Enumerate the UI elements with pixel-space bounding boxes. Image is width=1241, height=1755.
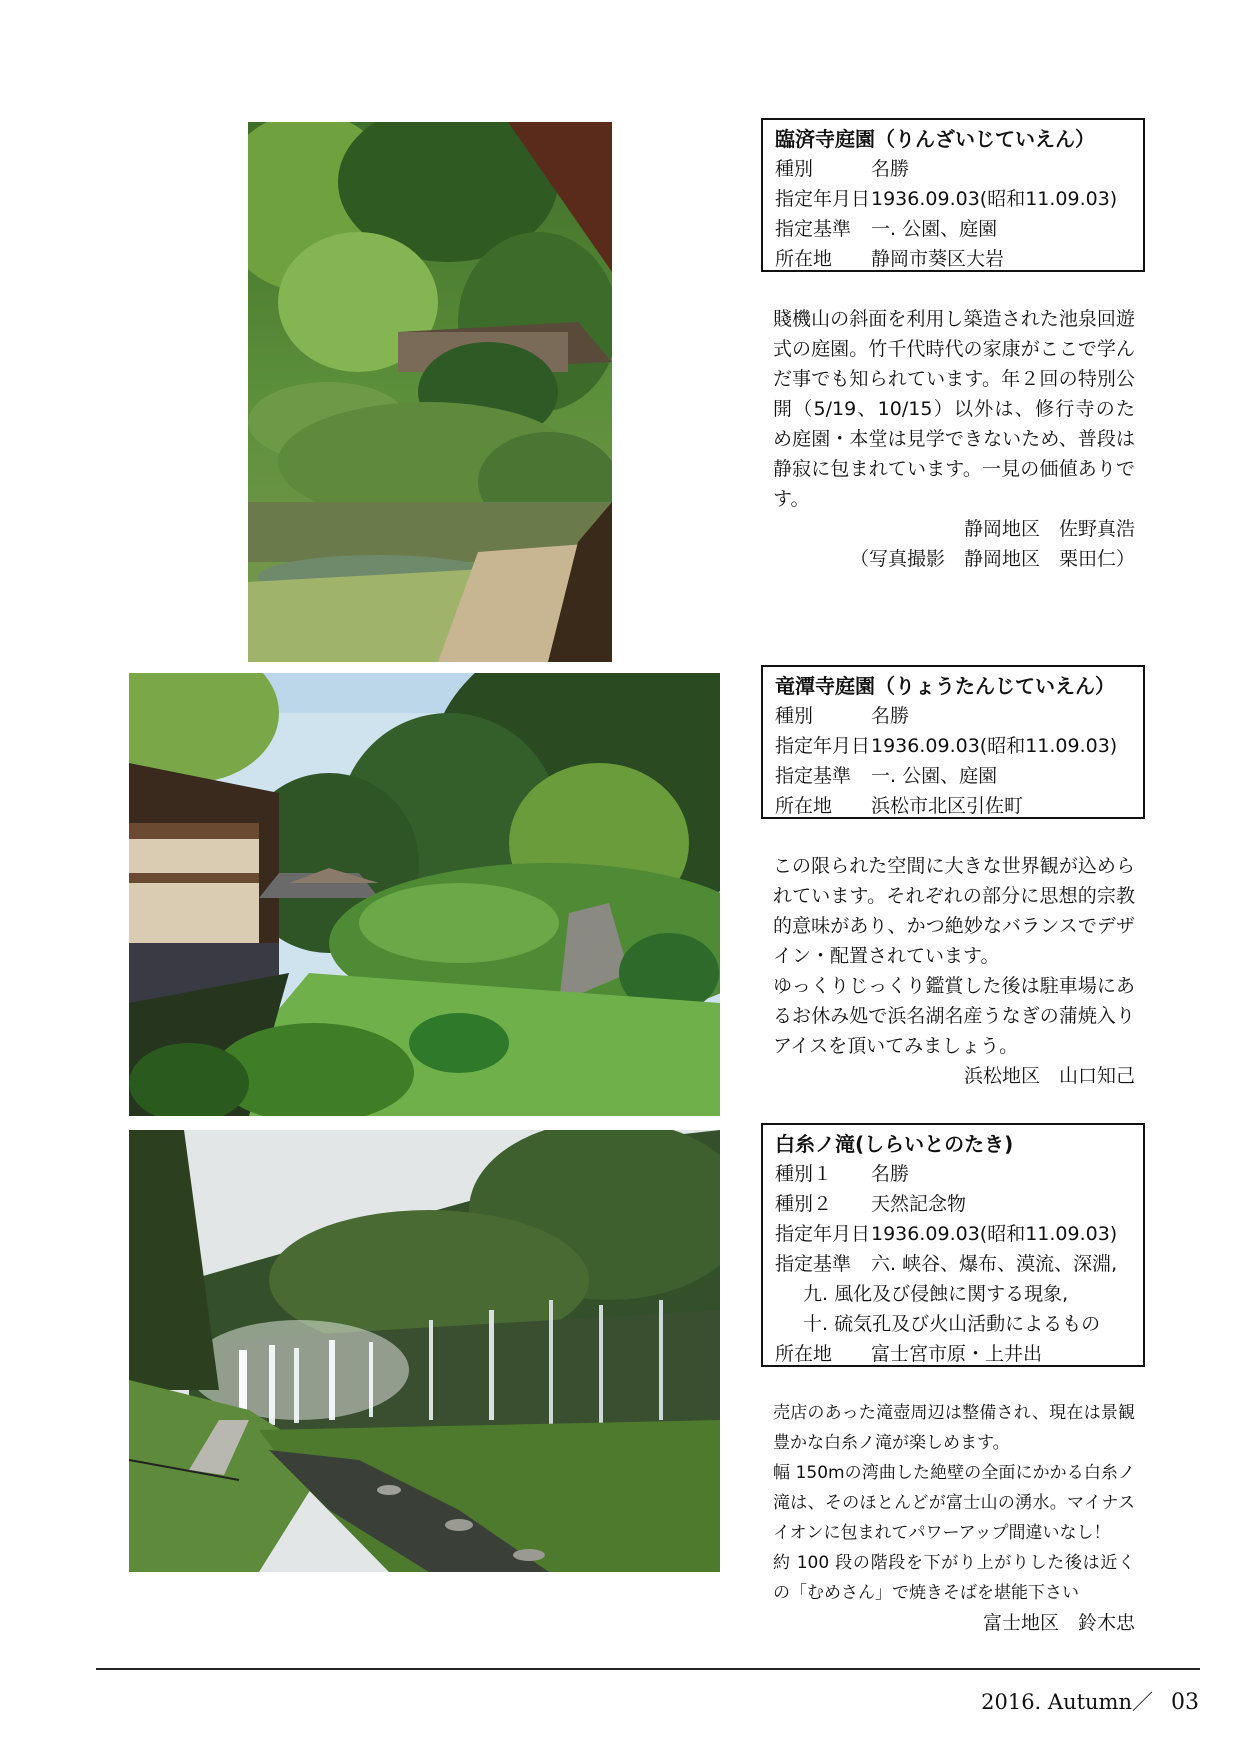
info-label: 所在地 (775, 1343, 833, 1365)
info-label: 種別 (775, 158, 814, 180)
ryotanji-title: 竜潭寺庭園（りょうたんじていえん） (775, 674, 1115, 698)
info-label: 所在地 (775, 248, 833, 270)
ryotanji-info-box (761, 665, 1145, 819)
ryotanji-description (773, 851, 1135, 1091)
paragraph: 売店のあった滝壺周辺は整備され、現在は景観豊かな白糸ノ滝が楽しめます。 (773, 1403, 1135, 1453)
info-value: 天然記念物 (871, 1193, 967, 1215)
page-footer (981, 1686, 1199, 1716)
info-row (775, 701, 1133, 731)
info-value: 名勝 (871, 705, 910, 727)
info-value: 名勝 (871, 1163, 910, 1185)
paragraph: 幅 150mの湾曲した絶壁の全面にかかる白糸ノ滝は、そのほとんどが富士山の湧水。マイナスイオンに包まれてパワーアップ間違いなし！ (773, 1463, 1135, 1543)
info-value: 名勝 (871, 158, 910, 180)
info-row (775, 731, 1133, 761)
info-value: 1936.09.03(昭和11.09.03) (871, 735, 1118, 757)
rinzaiji-description (773, 304, 1135, 574)
info-value: 一. 公園、庭園 (871, 765, 998, 787)
info-row (775, 184, 1133, 214)
rinzaiji-garden-photo (248, 122, 612, 662)
page-number: 03 (1171, 1690, 1199, 1715)
shiraito-description (773, 1398, 1135, 1638)
paragraph: 賤機山の斜面を利用し築造された池泉回遊式の庭園。竹千代時代の家康がここで学んだ事でも知られています。年２回の特別公開（5/19、10/15）以外は、修行寺のため庭園・本堂は見学できないため、普段は静寂に包まれています。一見の価値ありです。 (773, 308, 1135, 510)
info-label: 指定年月日 (775, 1223, 871, 1245)
info-row (775, 214, 1133, 244)
info-value: 一. 公園、庭園 (871, 218, 998, 240)
info-label: 種別 (775, 705, 814, 727)
author: 富士地区 鈴木忠 (982, 1612, 1135, 1634)
info-value: 六. 峡谷、爆布、漠流、深淵, (871, 1253, 1118, 1275)
info-row (775, 761, 1133, 791)
author: 浜松地区 山口知己 (963, 1065, 1135, 1087)
rinzaiji-title: 臨済寺庭園（りんざいじていえん） (775, 127, 1095, 151)
shiraito-falls-photo (129, 1130, 720, 1572)
info-criteria-extra: 十. 硫気孔及び火山活動によるもの (803, 1313, 1101, 1335)
paragraph: ゆっくりじっくり鑑賞した後は駐車場にあるお休み処で浜名湖名産うなぎの蒲焼入りアイスを頂いてみましょう。 (773, 975, 1135, 1057)
photo-credit: （写真撮影 静岡地区 栗田仁） (849, 548, 1135, 570)
info-value: 浜松市北区引佐町 (871, 795, 1024, 817)
info-row (775, 1159, 1133, 1189)
info-row (775, 1339, 1133, 1369)
info-row (775, 154, 1133, 184)
paragraph: この限られた空間に大きな世界観が込められています。それぞれの部分に思想的宗教的意味があり、かつ絶妙なバランスでデザイン・配置されています。 (773, 855, 1135, 967)
info-row (775, 1189, 1133, 1219)
issue-label: 2016. Autumn／ (981, 1690, 1153, 1714)
info-row (775, 1219, 1133, 1249)
info-row (775, 1249, 1133, 1279)
info-label: 指定基準 (775, 765, 852, 787)
info-label: 所在地 (775, 795, 833, 817)
info-label: 指定年月日 (775, 735, 871, 757)
info-label: 指定基準 (775, 1253, 852, 1275)
info-label: 種別２ (775, 1193, 833, 1215)
shiraito-title: 白糸ノ滝(しらいとのたき) (775, 1132, 1014, 1156)
info-row (775, 791, 1133, 821)
rinzaiji-info-box (761, 118, 1145, 272)
info-row (775, 244, 1133, 274)
info-value: 1936.09.03(昭和11.09.03) (871, 1223, 1118, 1245)
info-criteria-extra: 九. 風化及び侵蝕に関する現象, (803, 1283, 1069, 1305)
info-label: 種別１ (775, 1163, 833, 1185)
info-label: 指定基準 (775, 218, 852, 240)
paragraph: 約 100 段の階段を下がり上がりした後は近くの「むめさん」で焼きそばを堪能下さい (773, 1553, 1135, 1603)
shiraito-info-box (761, 1123, 1145, 1367)
info-label: 指定年月日 (775, 188, 871, 210)
ryotanji-garden-photo (129, 673, 720, 1116)
info-value: 富士宮市原・上井出 (871, 1343, 1043, 1365)
info-value: 1936.09.03(昭和11.09.03) (871, 188, 1118, 210)
author: 静岡地区 佐野真浩 (963, 518, 1135, 540)
info-value: 静岡市葵区大岩 (871, 248, 1005, 270)
footer-divider (96, 1668, 1200, 1670)
